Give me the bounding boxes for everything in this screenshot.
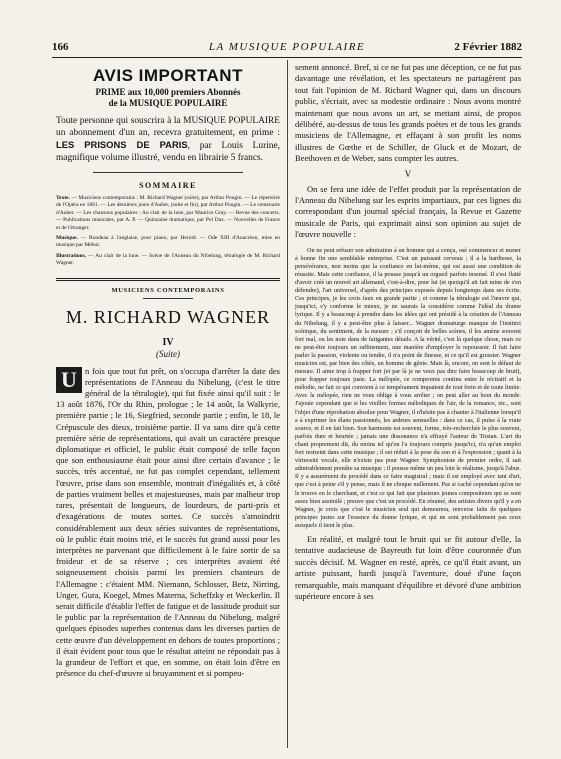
review-quote: [295, 247, 521, 530]
sommaire-musique: [56, 235, 280, 250]
page-header: [52, 40, 522, 54]
article-paragraph-2: [295, 184, 521, 241]
sommaire-texte: [56, 195, 280, 232]
review-quote-text: On ne peut refuser son admiration à un homme qui a conçu, osé commencer et mener à bonne fin une semblable entreprise. C'est un puissant cerveau ; il a la hardiesse, la persévérance, non moins que la confiance en lui-même, qui est aussi une condition de réussite. Mais cette confiance, il la pousse jusqu'à un orgueil parfois insensé. Il s'est flatté d'avoir créé un nouvel art allemand, c'est-à-dire, pour lui (et quoiqu'il ait fait mine de s'en défendre), l'art universel, d'après des principes exposés depuis longtemps dans ses écrits. Ces principes, je les crois faux en grande partie ; et comme la tétralogie est l'œuvre qui, jusqu'ici, s'y conforme le mieux, je ne saurais la considérer comme l'idéal du drame lyrique. Il y a beaucoup à prendre dans les idées qui ont présidé à la création de l'Anneau du Nibelung, il y a peut-être plus à laisser... Wagner dramaturge manque de l'instinct scénique, du sentiment, de la mesure ; s'il conçoit de belles scènes, il les amène souvent fort mal, ou les noie dans de fatigantes détails. A la vérité, c'est là quelque chose, mais ce ne peut-être toujours un raffinement, une manière d'employer le repoussoir. Il fait faire parler la passion, violente ou tendre, il n'a point de finesse, et ce qu'il est grossier. Wagner musicien est, par bien des côtés, un homme de génie. Mais là, encore, on sent le défaut de mesure. Il aime trop à frapper fort (et par là je ne veux pas dire faire beaucoup de bruit), pour frapper toujours juste. La mélopée, ce compromis continu entre le récitatif et la mélodie, ne fait ce qui convient à ce tempérament impatient de tout frein et de toute limite. Avec la mélopée, rien ne vous oblige à vous arrêter ; on peut aller au bout du monde. J'ajoute cependant que si les vieilles formes mélodiques de l'air, de la romance, etc., sont l'objet d'une réprobation absolue pour Wagner, il n'hésite pas à chanter à l'italienne lorsqu'il a à exprimer les élans passionnés, les ardeurs sensuelles : dans ce cas, il puise à la vraie source, et il en fait bien. Son harmonie est souvent, forme, très-recherchée le plus souvent, parfois dure et heurtée ; jamais une dissonance n'a effrayé l'auteur de Tristan. L'art du chant proprement dit, du moins tel qu'on l'a toujours compris jusqu'ici, n'a qu'un emploi fort restreint dans cette musique ; il est réduit à la pose du son et à l'expression ; quant à la virtuosité vocale, elle n'existe pas pour Wagner. Symphoniste de premier ordre, il sait admirablement prendre sa musique ; il pousse même un peu loin le réalisme, jusqu'à l'abus. Il y a assurément du procédé dans ce faire magistral ; mais il est employé avec tant d'art, que c'est à peine s'il y pense, mais il ne choque nullement. Pas si caché cependant qu'on ne le trouve en le cherchant, et c'est ce qui fait que plusieurs jeunes compositeurs qui se sont assez bien assimilé ; preuve que c'est un procédé. En résumé, des artistes divers qu'il y a en Wagner, je crois que c'est le musicien seul qui demeurera, renverse faite de quelques principes justes sur l'essence du drame lyrique, et qui ne sont probablement pas ceux auxquels il tient le plus.: [295, 246, 521, 529]
left-column: [56, 62, 280, 679]
sommaire-heading: SOMMAIRE: [139, 181, 197, 190]
prime-line: PRIME aux 10,000 premiers Abonnés: [95, 87, 241, 97]
article-paragraph-3: [295, 534, 521, 602]
drop-cap: U: [56, 367, 82, 393]
prime-subline: de la MUSIQUE POPULAIRE: [108, 98, 228, 108]
sommaire-texte-items: — Musiciens contemporains : M. Richard Wagner (suite), par Arthur Pougin. — Le répertoire de l'Opéra en 1881. — Les dernières jours d'Auber, (suite et fin), par Arthur Pougin. — Le centenaire d'Auber. — Les chansons populaires : Au clair de la lune, par Maurice Gray. — Revue des concerts. — Publications musicales, par A. P. — Quinzaine dramatique, par Pol Dax. — Nouvelles de France et de l'étranger.: [56, 195, 280, 231]
subscription-text-end: , par Louis Lurine, magnifique volume illustré, vendu en librairie 5 francs.: [56, 141, 280, 163]
subscription-text: Toute personne qui souscrira à la MUSIQUE POPULAIRE un abonnement d'un an, recevra gratuitement, en prime :: [56, 116, 280, 138]
issue-date: 2 Février 1882: [454, 41, 522, 53]
part-number-v: V: [404, 168, 412, 179]
sommaire-illus-items: — Au clair de la lune. — Scène de l'Anneau du Nibelung, tétralogie de M. Richard Wagner.: [56, 252, 280, 267]
sommaire-illustrations: [56, 253, 280, 268]
section-heading: MUSICIENS CONTEMPORAINS: [111, 286, 225, 294]
section-double-rule: [56, 278, 280, 281]
journal-title: LA MUSIQUE POPULAIRE: [208, 41, 366, 53]
article-body-left: [56, 366, 280, 680]
sommaire-musique-label: Musique.: [56, 235, 78, 242]
sommaire-texte-label: Texte.: [56, 195, 71, 201]
sommaire-illus-label: Illustrations.: [56, 252, 87, 259]
notice-heading: AVIS IMPORTANT: [93, 66, 243, 85]
article-text-left: n fois que tout fut prêt, on s'occupa d'arrêter la date des représentations de l'Anneau du Nibelung, (c'est le titre général de la tétralogie), qui fut fixée ainsi qu'il suit : le 13 août 1876, l'Or du Rhin, prologue ; le 14 août, la Walkyrie, première partie ; le 16, Siegfried, seconde partie ; enfin, le 18, le Crépuscule des dieux, troisième partie. Il va sans dire qu'à cette première série de représentations, qui avait un caractère presque diplomatique et officiel, le public était composé de telle façon que son enthousiasme était pour ainsi dire certain d'avance ; le succès, très accentué, ne fut pas complet cependant, tellement l'œuvre, prise dans son ensemble, montrait d'inégalités et, à côté de parties vraiment belles et majestueuses, mais par malheur trop rares, présentait de longueurs, de lourdeurs, de parti-pris et d'exagérations de toutes sortes. Ce succès s'amoindrit considérablement aux deux séries suivantes de représentations, où le public était moins trié, et le succès fut grand aussi pour les interprètes ne parvenant que difficilement à le faire sortir de sa froideur et de sa réserve ; ces interprètes avaient été soigneusement choisis parmi les premiers chanteurs de l'Allemagne : c'étaient MM. Niemann, Schlosser, Betz, Nirring, Unger, Gura, Koegel, Mmes Materna, Scheffzky et Weckerlin. Il serait difficile d'établir l'effet de fatigue et de lassitude produit sur le public par la représentation de l'Anneau du Nibelung, malgré quelques épisodes superbes contenus dans les diverses parties de cette œuvre d'un développement en dehors de toutes proportions ; il était évident pour tous que le résultat atteint ne répondait pas à la grandeur de l'effort et que, en somme, on était loin d'être en présence du chef-d'œuvre si bruyamment et si pompeu-: [56, 365, 280, 679]
sommaire-musique-items: — Rondeau à l'anglaise, pour piano, par Herold. — Ode XIII d'Anacréon, mise en musique par Méhul.: [56, 235, 280, 249]
article-paragraph-3-text: En réalité, et malgré tout le bruit qui se fit autour d'elle, la tentative audacieuse de Bayreuth fut loin d'être couronnée d'un succès décisif. M. Wagner en resté, après, ce qu'il était avant, un artiste puissant, hardi jusqu'à l'aventure, doué d'une façon remarquable, mais manquant d'équilibre et dévoré d'une ambition supérieure encore à ses: [295, 533, 521, 601]
article-paragraph-1: sement annoncé. Bref, si ce ne fut pas une déception, ce ne fut pas davantage une révélation, et les spectateurs ne partagèrent pas tout fait l'opinion de M. Richard Wagner qui, dans un discours public, s'écriait, avec sa modestie ordinaire : Nous avons montré maintenant que nous avons un art, se mettant ainsi, de propos délibéré, au-dessus de tous les grands poètes et de tous les grands musiciens de l'Allemagne, et effaçant à son profit les noms illustres de Gœthe et de Schiller, de Gluck et de Mozart, de Beethoven et de Weber, sans compter les autres.: [295, 62, 521, 164]
article-title: M. RICHARD WAGNER: [65, 306, 271, 327]
book-title: LES PRISONS DE PARIS: [56, 139, 188, 150]
header-rule: [52, 57, 522, 58]
part-number: IV: [162, 336, 174, 348]
column-divider: [287, 60, 288, 748]
right-column: [295, 62, 521, 602]
notice-rule: [93, 172, 243, 173]
section-rule: [143, 298, 193, 299]
page-number: 166: [52, 41, 69, 53]
subscription-notice: [56, 115, 280, 164]
suite-label: (Suite): [156, 348, 180, 359]
article-paragraph-2-text: On se fera une idée de l'effet produit par la représentation de l'Anneau du Nibelung sur les esprits impartiaux, par ces lignes du correspondant d'un journal spécial français, la Revue et Gazette musicale de Paris, qui exprimait ainsi son opinion au sujet de l'œuvre nouvelle :: [295, 183, 521, 240]
